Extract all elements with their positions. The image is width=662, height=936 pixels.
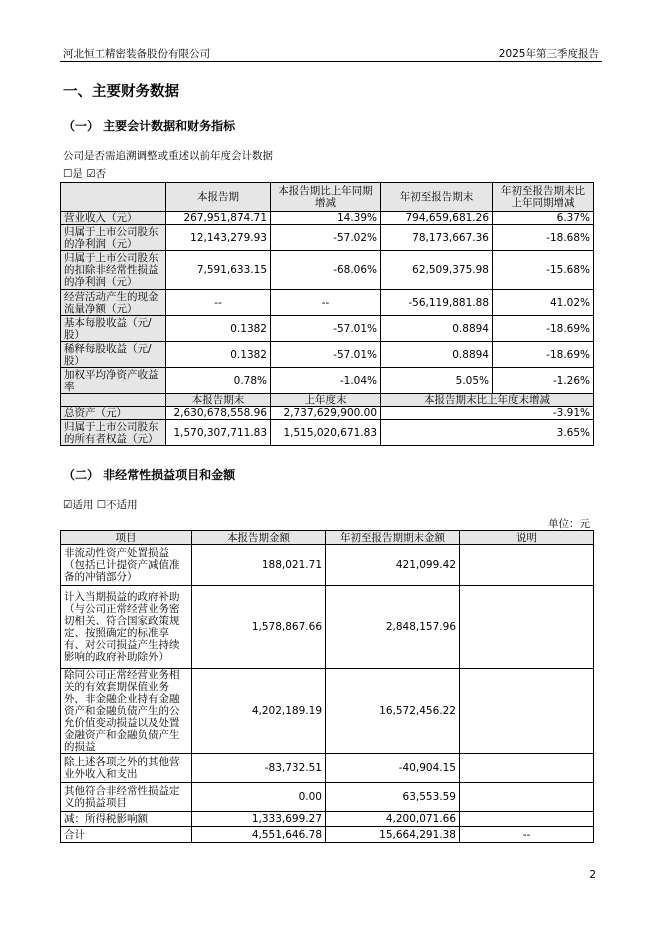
cell-value: -18.69% (493, 342, 594, 368)
cell-value: -18.69% (493, 316, 594, 342)
header-company: 河北恒工精密装备股份有限公司 (63, 48, 210, 60)
cell-value: 267,951,874.71 (166, 212, 271, 225)
row-label: 归属于上市公司股东的扣除非经常性损益的净利润（元） (61, 251, 166, 290)
page-number: 2 (589, 869, 596, 881)
table1-header2: 本报告期末比上年度末增减 (381, 394, 594, 407)
table1-header2: 本报告期末 (166, 394, 271, 407)
cell-value: 1,333,699.27 (192, 812, 326, 827)
cell-value: 421,099.42 (326, 545, 460, 586)
cell-value (460, 586, 594, 669)
row-label: 其他符合非经常性损益定义的损益项目 (61, 783, 192, 812)
table1-header2: 上年度末 (271, 394, 381, 407)
cell-value (460, 754, 594, 783)
cell-value: 2,737,629,900.00 (271, 407, 381, 420)
cell-value: 41.02% (493, 290, 594, 316)
table2-header: 项目 (61, 531, 192, 545)
cell-value: 1,515,020,671.83 (271, 420, 381, 446)
row-label: 合计 (61, 827, 192, 843)
table-row (61, 368, 594, 394)
row-label: 除上述各项之外的其他营业外收入和支出 (61, 754, 192, 783)
cell-value (460, 545, 594, 586)
table2-header: 年初至报告期期末金额 (326, 531, 460, 545)
row-label: 除同公司正常经营业务相关的有效套期保值业务外，非金融企业持有金融资产和金融负债产生的公允价值变动损益以及处置金融资产和金融负债产生的损益 (61, 669, 192, 754)
section-title: 一、主要财务数据 (63, 84, 179, 100)
cell-value: 78,173,667.36 (381, 225, 493, 251)
table-row (61, 407, 594, 420)
row-label: 非流动性资产处置损益（包括已计提资产减值准备的冲销部分） (61, 545, 192, 586)
table-row (61, 420, 594, 446)
cell-value: -- (460, 827, 594, 843)
cell-value: -1.26% (493, 368, 594, 394)
header-report: 2025年第三季度报告 (498, 48, 599, 60)
table-row (61, 812, 594, 827)
table2-header: 本报告期金额 (192, 531, 326, 545)
table1-header-blank (61, 183, 166, 212)
cell-value: 4,202,189.19 (192, 669, 326, 754)
cell-value: 1,578,867.66 (192, 586, 326, 669)
cell-value: -18.68% (493, 225, 594, 251)
cell-value: 0.8894 (381, 342, 493, 368)
header-divider (60, 61, 602, 62)
row-label: 稀释每股收益（元/股） (61, 342, 166, 368)
cell-value: 12,143,279.93 (166, 225, 271, 251)
restate-options: ☐是 ☑否 (63, 168, 107, 180)
cell-value: 63,553.59 (326, 783, 460, 812)
table1-header: 本报告期比上年同期增减 (271, 183, 381, 212)
row-label: 归属于上市公司股东的所有者权益（元） (61, 420, 166, 446)
cell-value: 6.37% (493, 212, 594, 225)
cell-value: -57.01% (271, 342, 381, 368)
cell-value: 188,021.71 (192, 545, 326, 586)
table-row (61, 342, 594, 368)
restate-question: 公司是否需追溯调整或重述以前年度会计数据 (63, 150, 273, 162)
cell-value: 0.8894 (381, 316, 493, 342)
cell-value: -1.04% (271, 368, 381, 394)
apply-options: ☑适用 ☐不适用 (63, 499, 138, 511)
cell-value: 7,591,633.15 (166, 251, 271, 290)
table1-header: 本报告期 (166, 183, 271, 212)
table-row (61, 586, 594, 669)
row-label: 计入当期损益的政府补助（与公司正常经营业务密切相关、符合国家政策规定、按照确定的标准享有、对公司损益产生持续影响的政府补助除外） (61, 586, 192, 669)
row-label: 减：所得税影响额 (61, 812, 192, 827)
cell-value: -40,904.15 (326, 754, 460, 783)
cell-value: 15,664,291.38 (326, 827, 460, 843)
table-row (61, 225, 594, 251)
cell-value: 794,659,681.26 (381, 212, 493, 225)
cell-value: 4,551,646.78 (192, 827, 326, 843)
cell-value: 5.05% (381, 368, 493, 394)
cell-value: -83,732.51 (192, 754, 326, 783)
cell-value: -3.91% (381, 407, 594, 420)
cell-value: 0.1382 (166, 316, 271, 342)
cell-value: -56,119,881.88 (381, 290, 493, 316)
cell-value: -68.06% (271, 251, 381, 290)
row-label: 营业收入（元） (61, 212, 166, 225)
cell-value: 2,630,678,558.96 (166, 407, 271, 420)
cell-value: 3.65% (381, 420, 594, 446)
table-row (61, 827, 594, 843)
row-label: 基本每股收益（元/股） (61, 316, 166, 342)
table-row (61, 316, 594, 342)
cell-value (460, 812, 594, 827)
table1-header: 年初至报告期末比上年同期增减 (493, 183, 594, 212)
unit-label: 单位：元 (548, 518, 590, 530)
cell-value: -57.01% (271, 316, 381, 342)
row-label: 归属于上市公司股东的净利润（元） (61, 225, 166, 251)
cell-value: 14.39% (271, 212, 381, 225)
cell-value (460, 669, 594, 754)
table-row (61, 545, 594, 586)
row-label: 加权平均净资产收益率 (61, 368, 166, 394)
cell-value: -- (271, 290, 381, 316)
cell-value: 2,848,157.96 (326, 586, 460, 669)
table-row (61, 754, 594, 783)
subsection-title-1: （一） 主要会计数据和财务指标 (63, 119, 236, 133)
non-recurring-table (60, 530, 594, 843)
financial-data-table (60, 182, 594, 446)
table-row (61, 212, 594, 225)
cell-value: 0.1382 (166, 342, 271, 368)
table-row (61, 669, 594, 754)
cell-value: 0.00 (192, 783, 326, 812)
table-row (61, 290, 594, 316)
table2-header: 说明 (460, 531, 594, 545)
table1-header: 年初至报告期末 (381, 183, 493, 212)
table-row (61, 251, 594, 290)
cell-value: -- (166, 290, 271, 316)
table1-header2-blank (61, 394, 166, 407)
row-label: 总资产（元） (61, 407, 166, 420)
cell-value: 16,572,456.22 (326, 669, 460, 754)
cell-value: 0.78% (166, 368, 271, 394)
cell-value: -15.68% (493, 251, 594, 290)
cell-value: 4,200,071.66 (326, 812, 460, 827)
cell-value: 1,570,307,711.83 (166, 420, 271, 446)
cell-value: 62,509,375.98 (381, 251, 493, 290)
table-row (61, 783, 594, 812)
subsection-title-2: （二） 非经常性损益项目和金额 (63, 468, 236, 482)
cell-value: -57.02% (271, 225, 381, 251)
row-label: 经营活动产生的现金流量净额（元） (61, 290, 166, 316)
cell-value (460, 783, 594, 812)
